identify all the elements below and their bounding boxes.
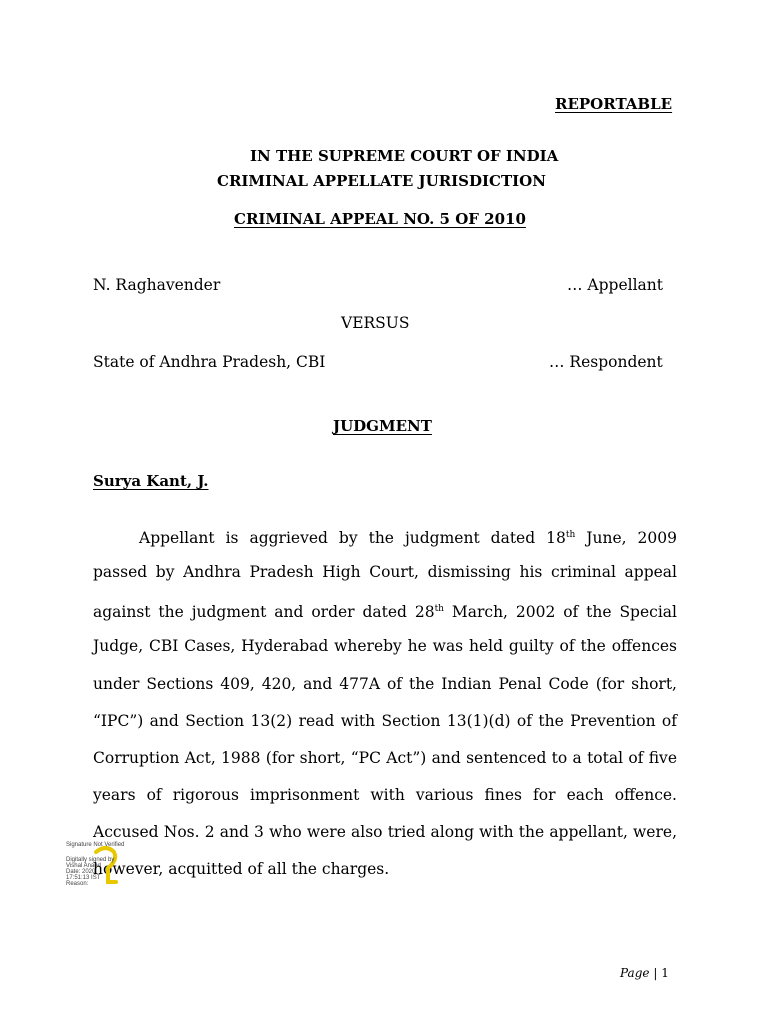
paragraph-line-5: under Sections 409, 420, and 477A of the Indian Penal Code (for short,	[93, 675, 677, 693]
paragraph-line-2: passed by Andhra Pradesh High Court, dismissing his criminal appeal	[93, 563, 677, 581]
paragraph-line-7: Corruption Act, 1988 (for short, “PC Act”) and sentenced to a total of five	[93, 749, 677, 767]
signature-signer: Vishal Anand	[66, 863, 101, 869]
signature-signed-by: Digitally signed by	[66, 857, 115, 863]
signature-date: Date: 2020	[66, 869, 96, 875]
judgment-heading: JUDGMENT	[333, 417, 432, 435]
appeal-number: CRIMINAL APPEAL NO. 5 OF 2010	[234, 210, 526, 228]
respondent-name: State of Andhra Pradesh, CBI	[93, 353, 326, 371]
signature-reason: Reason:	[66, 881, 89, 887]
paragraph-line-8: years of rigorous imprisonment with various fines for each offence.	[93, 786, 677, 804]
paragraph-line-9: Accused Nos. 2 and 3 who were also tried along with the appellant, were,	[93, 823, 677, 841]
paragraph-line-6: “IPC”) and Section 13(2) read with Section 13(1)(d) of the Prevention of	[93, 712, 677, 730]
signature-time: 17:51:13 IST	[66, 875, 101, 881]
jurisdiction-title: CRIMINAL APPELLATE JURISDICTION	[217, 172, 546, 190]
signature-status: Signature Not Verified	[66, 842, 125, 848]
respondent-role: … Respondent	[549, 353, 663, 371]
page-footer	[620, 966, 669, 980]
page-label: Page	[620, 966, 650, 980]
versus-label: VERSUS	[341, 314, 410, 332]
reportable-label: REPORTABLE	[555, 95, 673, 113]
paragraph-line-1: Appellant is aggrieved by the judgment dated 18th June, 2009	[139, 529, 677, 547]
appellant-role: … Appellant	[567, 276, 664, 294]
court-name: IN THE SUPREME COURT OF INDIA	[250, 147, 559, 165]
paragraph-line-3: against the judgment and order dated 28th March, 2002 of the Special	[93, 603, 677, 621]
paragraph-line-4: Judge, CBI Cases, Hyderabad whereby he was held guilty of the offences	[93, 637, 677, 655]
digital-signature-block	[66, 842, 156, 890]
paragraph-line-10: however, acquitted of all the charges.	[93, 860, 390, 878]
appellant-name: N. Raghavender	[93, 276, 221, 294]
page-separator: |	[653, 966, 658, 980]
judge-name: Surya Kant, J.	[93, 472, 209, 490]
page-number: 1	[661, 966, 669, 980]
